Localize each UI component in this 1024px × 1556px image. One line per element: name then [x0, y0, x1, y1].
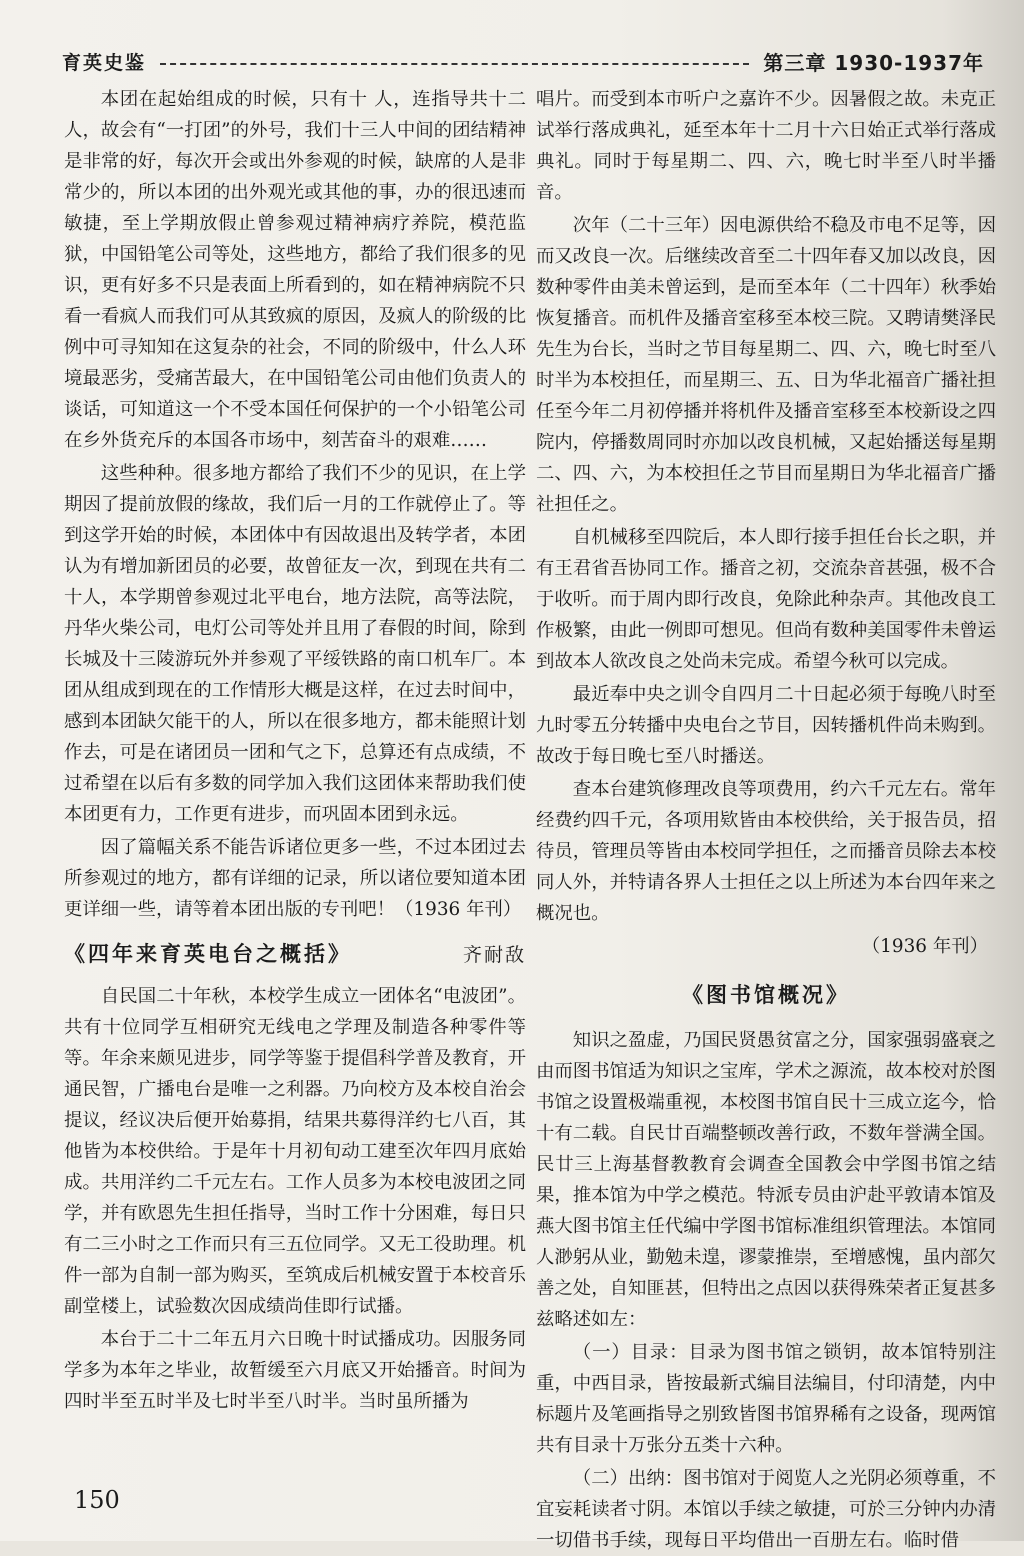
paragraph: 本团在起始组成的时候，只有十 人，连指导共十二人，故会有“一打团”的外号，我们十三人中间的团结精神是非常的好，每次开会或出外参观的时候，缺席的人是非常少的，所以本团的出外观光或其他的事，办的很迅速而敏捷，至上学期放假止曾参观过精神病疗养院，模范监狱，中国铅笔公司等处，这些地方，都给了我们很多的见识，更有好多不只是表面上所看到的，如在精神病院不只看一看疯人而我们可从其致疯的原因，及疯人的阶级的比例中可寻知知在这复杂的社会，不同的阶级中，什么人环境最恶劣，受痛苦最大，在中国铅笔公司由他们负责人的谈话，可知道这一个不受本国任何保护的一个小铅笔公司在乡外货充斥的本国各市场中，刻苦奋斗的艰难……: [64, 89, 526, 451]
paragraph: 唱片。而受到本市听户之嘉许不少。因暑假之故。未克正试举行落成典礼，延至本年十二月十六日始正式举行落成典礼。同时于每星期二、四、六，晚七时半至八时半播音。: [536, 89, 996, 203]
paragraph: 次年（二十三年）因电源供给不稳及市电不足等，因而又改良一次。后继续改音至二十四年春又加以改良，因数种零件由美未曾运到，是而至本年（二十四年）秋季始恢复播音。而机件及播音室移至本校三院。又聘请樊泽民先生为台长，当时之节目每星期二、四、六，晚七时至八时半为本校担任，而星期三、五、日为华北福音广播社担任至今年二月初停播并将机件及播音室移至本校新设之四院内，停播数周同时亦加以改良机械，又起始播送每星期二、四、六，为本校担任之节目而星期日为华北福音广播社担任之。: [536, 215, 996, 515]
header-dashed-rule: [160, 63, 749, 65]
paragraph: 自机械移至四院后，本人即行接手担任台长之职，并有王君省吾协同工作。播音之初，交流杂音甚强，极不合于收听。而于周内即行改良，免除此种杂声。其他改良工作极繁，由此一例即可想见。但尚有数种美国零件未曾运到故本人欲改良之处尚未完成。希望今秋可以完成。: [536, 527, 996, 672]
right-column: [536, 84, 996, 1551]
left-column: [64, 84, 526, 1484]
paragraph: （一）目录：目录为图书馆之锁钥，故本馆特别注重，中西目录，皆按最新式编目法编目，付印清楚，内中标题片及笔画指导之别致皆图书馆界稀有之设备，现两馆共有目录十万张分五类十六种。: [536, 1342, 996, 1456]
section-title: 《四年来育英电台之概括》: [64, 942, 352, 966]
chapter-title: 第三章 1930-1937年: [763, 50, 984, 75]
paragraph: 这些种种。很多地方都给了我们不少的见识，在上学期因了提前放假的缘故，我们后一月的工作就停止了。等到这学开始的时候，本团体中有因故退出及转学者，本团认为有增加新团员的必要，故曾征友一次，到现在共有二十人，本学期曾参观过北平电台，地方法院，高等法院，丹华火柴公司，电灯公司等处并且用了春假的时间，除到长城及十三陵游玩外并参观了平绥铁路的南口机车厂。本团从组成到现在的工作情形大概是这样，在过去时间中，感到本团缺欠能干的人，所以在很多地方，都未能照计划作去，可是在诸团员一团和气之下，总算还有点成绩，不过希望在以后有多数的同学加入我们这团体来帮助我们使本团更有力，工作更有进步，而巩固本团到永远。: [64, 463, 526, 825]
paragraph: 查本台建筑修理改良等项费用，约六千元左右。常年经费约四千元，各项用欵皆由本校供给，关于报告员，招待员，管理员等皆由本校同学担任，之而播音员除去本校同人外，并特请各界人士担任之以上所述为本台四年来之概况也。: [536, 779, 996, 924]
section-heading-library: [536, 980, 996, 1011]
section-title: 《图书馆概况》: [682, 983, 850, 1007]
section-heading-radio: [64, 939, 526, 971]
paragraph: （二）出纳：图书馆对于阅览人之光阴必须尊重，不宜妄耗读者寸阴。本馆以手续之敏捷，可於三分钟内办清一切借书手续，现每日平均借出一百册左右。临时借: [536, 1468, 996, 1551]
publication-note: （1936 年刊）: [861, 936, 988, 957]
paragraph: 知识之盈虚，乃国民贤愚贫富之分，国家强弱盛衰之由而图书馆适为知识之宝库，学术之源流，故本校对於图书馆之设置极端重视，本校图书馆自民十三成立迄今，恰十有二载。自民廿百端整顿改善行政，不数年誉满全国。民廿三上海基督教教育会调查全国教会中学图书馆之结果，推本馆为中学之模范。特派专员由沪赴平敦请本馆及燕大图书馆主任代编中学图书馆标准组织管理法。本馆同人渺躬从业，勤勉未遑，谬蒙推崇，至增感愧，虽内部欠善之处，自知匪甚，但特出之点因以获得殊荣者正复甚多兹略述如左：: [536, 1030, 996, 1330]
paragraph: 最近奉中央之训令自四月二十日起必须于每晚八时至九时零五分转播中央电台之节目，因转播机件尚未购到。故改于每日晚七至八时播送。: [536, 684, 996, 767]
page-number: 150: [74, 1486, 120, 1514]
section-author: 齐耐敌: [462, 944, 526, 966]
paragraph: 本台于二十二年五月六日晚十时试播成功。因服务同学多为本年之毕业，故暂缓至六月底又开始播音。时间为四时半至五时半及七时半至八时半。当时虽所播为: [64, 1329, 526, 1412]
running-header: [62, 46, 984, 76]
book-title: 育英史鉴: [62, 51, 147, 74]
paragraph: 因了篇幅关系不能告诉诸位更多一些，不过本团过去所参观过的地方，都有详细的记录，所以诸位要知道本团更详细一些，请等着本团出版的专刊吧！（1936 年刊）: [64, 837, 526, 920]
paragraph: 自民国二十年秋，本校学生成立一团体名“电波团”。共有十位同学互相研究无线电之学理及制造各种零件等等。年余来颇见进步，同学等鉴于提倡科学普及教育，开通民智，广播电台是唯一之利器。乃向校方及本校自治会提议，经议决后便开始募捐，结果共募得洋约七八百，其他皆为本校供给。于是年十月初旬动工建至次年四月底始成。共用洋约二千元左右。工作人员多为本校电波团之同学，并有欧恩先生担任指导，当时工作十分困难，每日只有二三小时之工作而只有三五位同学。又无工役助理。机件一部为自制一部为购买，至筑成后机械安置于本校音乐副堂楼上，试验数次因成绩尚佳即行试播。: [64, 986, 526, 1317]
